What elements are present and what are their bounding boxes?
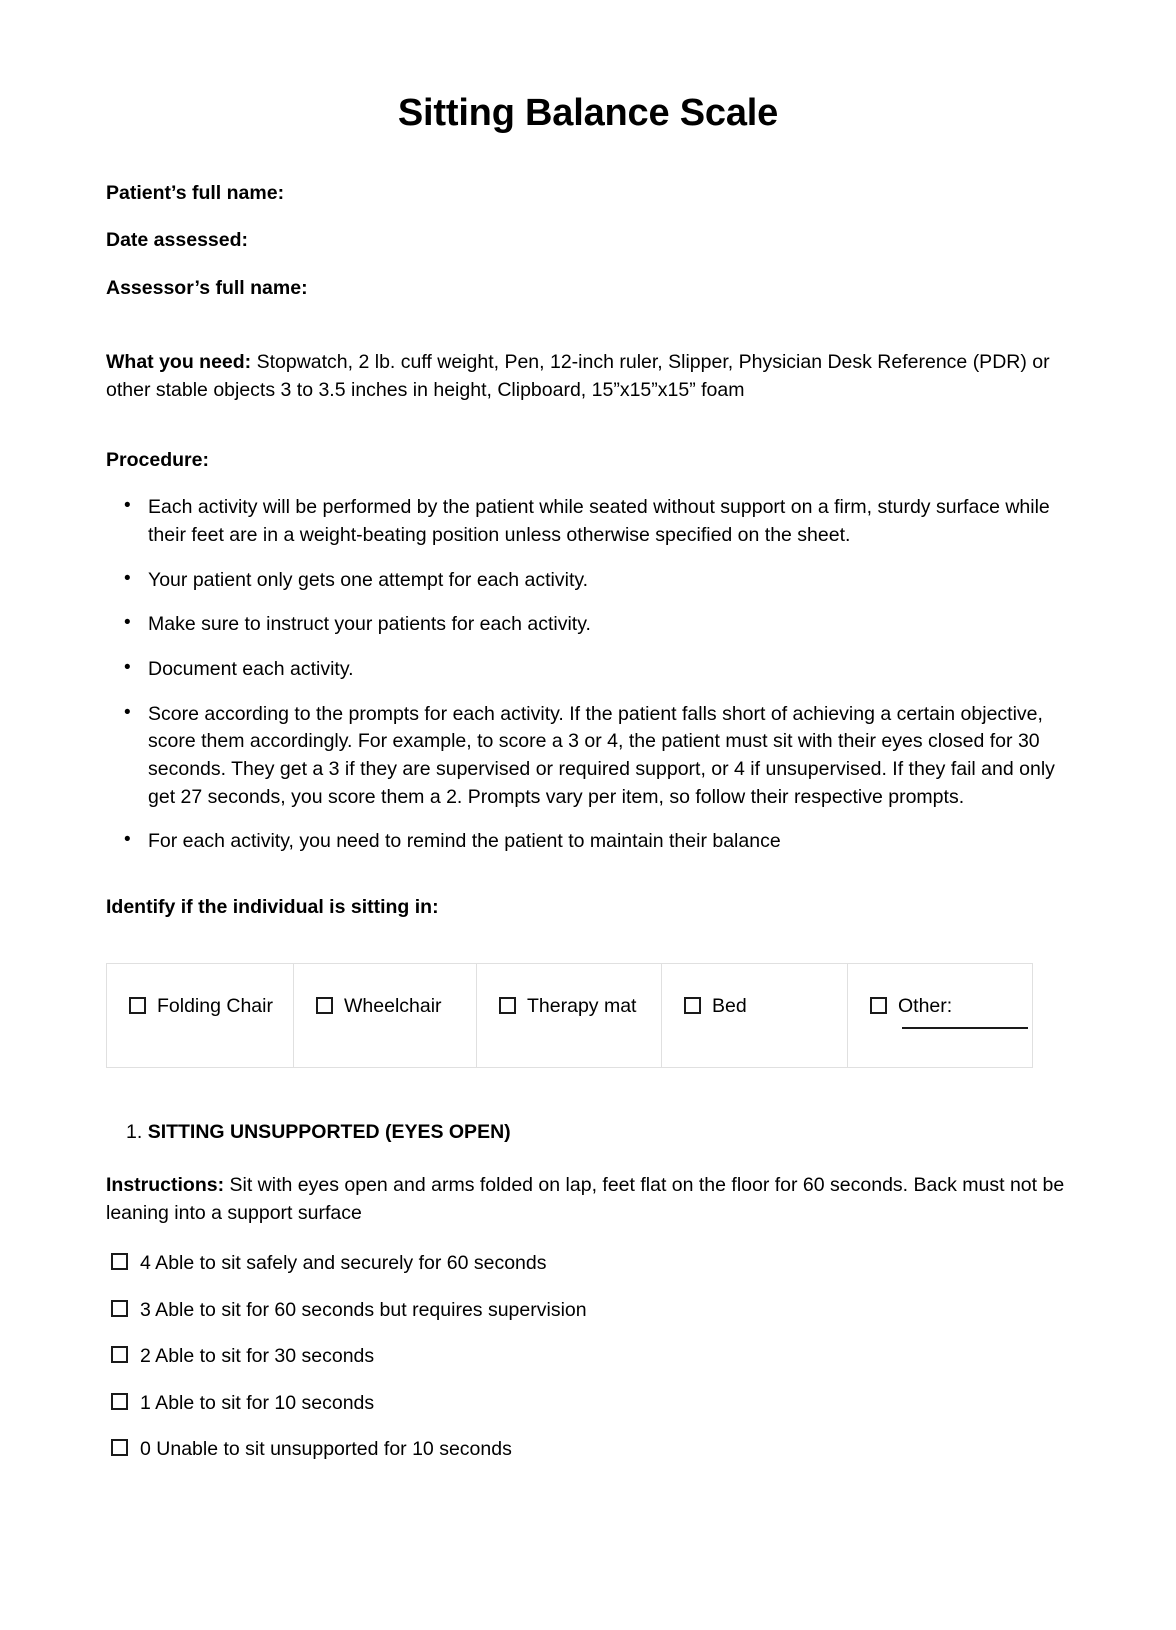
item-1-instructions: [106, 1172, 1070, 1227]
option-label: Wheelchair: [344, 994, 442, 1017]
option-label: Bed: [712, 994, 747, 1017]
table-cell-wheelchair[interactable]: [294, 963, 477, 1067]
item-1-score-list: [106, 1253, 1070, 1460]
procedure-list: [106, 494, 1070, 856]
checkbox-score-0[interactable]: [111, 1439, 128, 1456]
procedure-item: • Document each activity.: [106, 656, 1070, 684]
instructions-text: Sit with eyes open and arms folded on lap, feet flat on the floor for 60 seconds. Back must not be leaning into a support surface: [106, 1174, 1065, 1224]
checkbox-folding-chair[interactable]: [129, 997, 146, 1014]
procedure-item: • For each activity, you need to remind the patient to maintain their balance: [106, 828, 1070, 856]
score-label: 3 Able to sit for 60 seconds but requires supervision: [140, 1298, 587, 1321]
procedure-item: • Make sure to instruct your patients for each activity.: [106, 611, 1070, 639]
field-patient-full-name: Patient’s full name:: [106, 181, 285, 204]
checkbox-other[interactable]: [870, 997, 887, 1014]
score-option-3[interactable]: [106, 1300, 1070, 1321]
identify-sitting-heading: Identify if the individual is sitting in:: [106, 896, 439, 919]
instructions-label: Instructions:: [106, 1174, 225, 1197]
score-option-1[interactable]: [106, 1393, 1070, 1414]
table-row: [107, 963, 1033, 1067]
procedure-heading: Procedure:: [106, 448, 209, 471]
score-label: 4 Able to sit safely and securely for 60 seconds: [140, 1252, 547, 1275]
what-you-need-text: Stopwatch, 2 lb. cuff weight, Pen, 12-inch ruler, Slipper, Physician Desk Reference (PDR) or other stable objects 3 to 3.5 inches in height, Clipboard, 15”x15”x15” foam: [106, 351, 1050, 401]
procedure-item: • Each activity will be performed by the patient while seated without support on a firm, sturdy surface while their feet are in a weight-beating position unless otherwise specified on the sheet.: [106, 494, 1070, 549]
score-label: 0 Unable to sit unsupported for 10 seconds: [140, 1438, 512, 1461]
item-1-number: 1.: [126, 1120, 143, 1143]
checkbox-therapy-mat[interactable]: [499, 997, 516, 1014]
checkbox-score-4[interactable]: [111, 1253, 128, 1270]
score-option-0[interactable]: [106, 1439, 1070, 1460]
procedure-item: • Your patient only gets one attempt for each activity.: [106, 567, 1070, 595]
score-label: 1 Able to sit for 10 seconds: [140, 1391, 375, 1414]
checkbox-bed[interactable]: [684, 997, 701, 1014]
option-label: Other:: [898, 994, 953, 1017]
table-cell-folding-chair[interactable]: [107, 963, 294, 1067]
procedure-item: • Score according to the prompts for each activity. If the patient falls short of achieving a certain objective, score them accordingly. For example, to score a 3 or 4, the patient must sit with their eyes closed for 30 seconds. They get a 3 if they are supervised or required support, or 4 if unsupervised. If they fail and only get 27 seconds, you score them a 2. Prompts vary per item, so follow their respective prompts.: [106, 701, 1070, 812]
what-you-need-block: [106, 349, 1070, 404]
item-1-title: SITTING UNSUPPORTED (EYES OPEN): [147, 1120, 511, 1143]
other-write-in-line[interactable]: [902, 1027, 1028, 1029]
option-label: Folding Chair: [157, 994, 273, 1017]
item-1-heading: [106, 1120, 1070, 1143]
page-title: Sitting Balance Scale: [397, 92, 779, 134]
field-assessor-full-name: Assessor’s full name:: [106, 276, 308, 299]
option-label: Therapy mat: [527, 994, 637, 1017]
score-option-2[interactable]: [106, 1346, 1070, 1367]
sitting-surface-table: [106, 963, 1033, 1068]
score-option-4[interactable]: [106, 1253, 1070, 1274]
checkbox-score-2[interactable]: [111, 1346, 128, 1363]
table-cell-other[interactable]: [848, 963, 1033, 1067]
field-date-assessed: Date assessed:: [106, 229, 249, 252]
checkbox-score-1[interactable]: [111, 1393, 128, 1410]
table-cell-bed[interactable]: [662, 963, 848, 1067]
checkbox-wheelchair[interactable]: [316, 997, 333, 1014]
table-cell-therapy-mat[interactable]: [477, 963, 662, 1067]
what-you-need-label: What you need:: [106, 351, 252, 374]
checkbox-score-3[interactable]: [111, 1300, 128, 1317]
score-label: 2 Able to sit for 30 seconds: [140, 1345, 375, 1368]
